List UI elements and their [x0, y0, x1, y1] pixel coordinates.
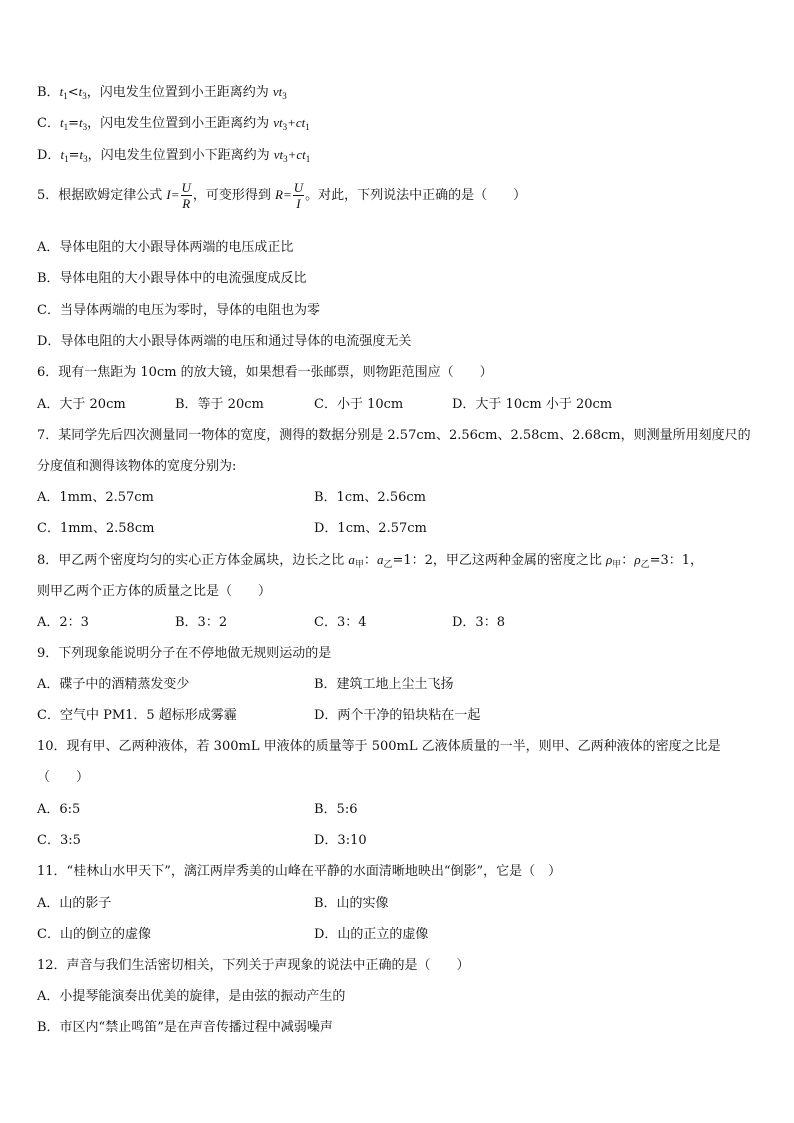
var-t: t — [78, 115, 83, 130]
q5-stem — [37, 178, 526, 213]
q10-option-b: B．5:6 — [314, 802, 358, 817]
var-t: t — [59, 84, 64, 99]
var-t: t — [60, 147, 65, 162]
q8-stem-line2: 则甲乙两个正方体的质量之比是（ ） — [37, 584, 272, 599]
subscript: 3 — [282, 122, 288, 132]
q7-option-b: B．1cm、2.56cm — [314, 490, 426, 505]
denominator: R — [182, 196, 191, 211]
q10-stem-line2: （ ） — [37, 770, 90, 785]
var-t: t — [78, 84, 83, 99]
subscript: 1 — [63, 91, 68, 101]
var-vt: vt — [273, 115, 283, 130]
subscript: 乙 — [640, 559, 650, 569]
fraction-u-over-r — [181, 180, 192, 211]
q6-option-a: A．大于 20cm — [37, 397, 126, 412]
q8-stem-line1 — [37, 551, 703, 570]
subscript: 3 — [83, 154, 88, 164]
q5-option-b: B．导体电阻的大小跟导体中的电流强度成反比 — [37, 271, 307, 286]
var-vt: vt — [273, 147, 284, 162]
option-label: C． — [37, 116, 60, 131]
q8-option-c: C．3：4 — [314, 615, 367, 630]
operator: = — [68, 116, 79, 131]
subscript: 3 — [283, 154, 288, 164]
q11-stem: 11．“桂林山水甲天下”，漓江两岸秀美的山峰在平静的水面清晰地映出“倒影”，它是（ ） — [37, 864, 562, 879]
q4-option-c — [37, 114, 310, 133]
option-text: ，闪电发生位置到小王距离约为 — [87, 116, 274, 131]
q8-option-a: A．2：3 — [37, 615, 89, 630]
numerator: U — [293, 180, 304, 195]
stem-text: =1：2，甲乙这两种金属的密度之比 — [392, 553, 607, 568]
subscript: 甲 — [612, 559, 622, 569]
numerator: U — [181, 180, 191, 195]
q11-option-c: C．山的倒立的虚像 — [37, 927, 151, 942]
q4-option-d — [37, 146, 310, 165]
q5-option-a: A．导体电阻的大小跟导体两端的电压成正比 — [37, 240, 294, 255]
formula-lhs: I= — [166, 187, 180, 202]
subscript: 甲 — [354, 559, 364, 569]
q10-option-a: A．6:5 — [37, 802, 81, 817]
q5-option-d: D．导体电阻的大小跟导体两端的电压和通过导体的电流强度无关 — [37, 334, 412, 349]
stem-text: ，可变形得到 — [192, 188, 276, 203]
operator: = — [68, 148, 80, 163]
q9-option-c: C．空气中 PM1．5 超标形成雾霾 — [37, 708, 237, 723]
subscript: 1 — [305, 122, 310, 132]
q12-option-a: A．小提琴能演奏出优美的旋律，是由弦的振动产生的 — [37, 989, 346, 1004]
q6-option-b: B．等于 20cm — [175, 397, 264, 412]
var-rho: ρ — [634, 552, 641, 567]
fraction-u-over-i — [293, 180, 304, 211]
q7-option-d: D．1cm、2.57cm — [314, 521, 427, 536]
q7-stem-line2: 分度值和测得该物体的宽度分别为: — [37, 459, 237, 474]
subscript: 1 — [64, 154, 69, 164]
q6-option-c: C．小于 10cm — [314, 397, 404, 412]
var-ct: +ct — [287, 115, 306, 130]
stem-text: 。对此，下列说法中正确的是（ ） — [305, 188, 527, 203]
option-text: ，闪电发生位置到小下距离约为 — [87, 148, 274, 163]
subscript: 3 — [282, 91, 287, 101]
subscript: 1 — [63, 122, 69, 132]
q9-option-d: D．两个干净的铅块粘在一起 — [314, 708, 481, 723]
formula-lhs: R= — [275, 187, 292, 202]
var-a: a — [348, 552, 355, 567]
q9-option-b: B．建筑工地上尘土飞扬 — [314, 677, 454, 692]
ratio-colon: ： — [363, 553, 377, 568]
subscript: 1 — [305, 154, 311, 164]
q10-option-c: C．3:5 — [37, 833, 81, 848]
q11-option-d: D．山的正立的虚像 — [314, 927, 429, 942]
operator: < — [67, 85, 79, 100]
q6-option-d: D．大于 10cm 小于 20cm — [452, 397, 613, 412]
stem-text: =3：1， — [649, 553, 704, 568]
var-a: a — [376, 552, 384, 567]
var-t: t — [79, 147, 84, 162]
denominator: I — [296, 196, 301, 211]
q11-option-b: B．山的实像 — [314, 896, 389, 911]
option-label: D． — [37, 148, 61, 163]
q7-option-a: A．1mm、2.57cm — [37, 490, 154, 505]
stem-text: 8．甲乙两个密度均匀的实心正方体金属块，边长之比 — [37, 553, 349, 568]
q6-stem: 6．现有一焦距为 10cm 的放大镜，如果想看一张邮票，则物距范围应（ ） — [37, 365, 493, 380]
stem-text: 5．根据欧姆定律公式 — [37, 188, 167, 203]
q5-option-c: C．当导体两端的电压为零时，导体的电阻也为零 — [37, 303, 320, 318]
ratio-colon: ： — [621, 553, 635, 568]
q10-option-d: D．3:10 — [314, 833, 367, 848]
q4-option-b — [37, 83, 287, 102]
q7-stem-line1: 7．某同学先后四次测量同一物体的宽度，测得的数据分别是 2.57cm、2.56cm、2.58cm、2.68cm，则测量所用刻度尺的 — [37, 428, 751, 443]
q8-option-b: B．3：2 — [175, 615, 228, 630]
q11-option-a: A．山的影子 — [37, 896, 112, 911]
subscript: 3 — [82, 91, 87, 101]
var-t: t — [59, 115, 64, 130]
subscript: 乙 — [383, 559, 393, 569]
option-text: ，闪电发生位置到小王距离约为 — [86, 85, 273, 100]
var-ct: +ct — [287, 147, 306, 162]
q12-option-b: B．市区内“禁止鸣笛”是在声音传播过程中减弱噪声 — [37, 1020, 333, 1035]
q7-option-c: C．1mm、2.58cm — [37, 521, 155, 536]
var-vt: vt — [272, 84, 283, 99]
subscript: 3 — [82, 122, 88, 132]
var-rho: ρ — [606, 552, 613, 567]
option-label: B． — [37, 85, 60, 100]
q9-option-a: A．碟子中的酒精蒸发变少 — [37, 677, 190, 692]
q10-stem-line1: 10．现有甲、乙两种液体，若 300mL 甲液体的质量等于 500mL 乙液体质量的一半，则甲、乙两种液体的密度之比是 — [37, 739, 721, 754]
q9-stem: 9．下列现象能说明分子在不停地做无规则运动的是 — [37, 646, 332, 661]
q8-option-d: D．3：8 — [452, 615, 505, 630]
q12-stem: 12．声音与我们生活密切相关，下列关于声现象的说法中正确的是（ ） — [37, 958, 470, 973]
